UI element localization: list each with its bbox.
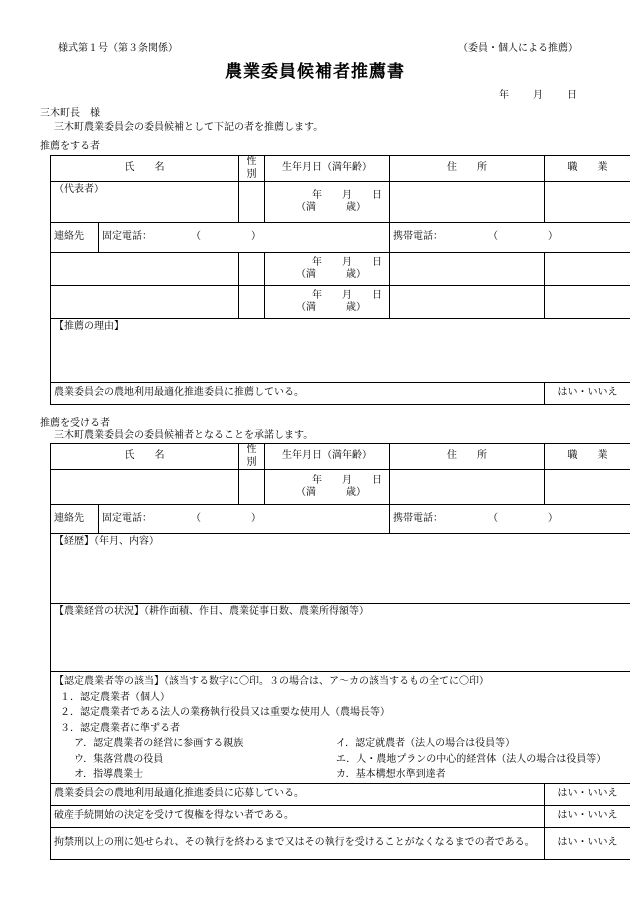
page-title: 農業委員候補者推薦書: [225, 62, 405, 82]
reason-field[interactable]: [51, 319, 630, 383]
sub-option-a[interactable]: ア．認定農業者の経営に参画する親族: [74, 738, 244, 749]
sub-option-i[interactable]: イ．認定就農者（法人の場合は役員等）: [336, 738, 516, 749]
gender-field[interactable]: [239, 286, 265, 319]
certified-option-1[interactable]: １．認定農業者（個人）: [60, 691, 170, 703]
recommendee-table: [50, 443, 630, 860]
landline-field[interactable]: 固定電話： （ ）: [99, 505, 390, 534]
col-gender: 性別: [239, 156, 265, 182]
career-label: 【経歴】: [54, 536, 94, 547]
landline-field[interactable]: 固定電話： （ ）: [99, 223, 390, 253]
occupation-field[interactable]: [545, 286, 630, 319]
recommender-section-title: 推薦をする者: [40, 141, 100, 152]
col-address: 住 所: [390, 156, 545, 182]
contact-label: 連絡先: [51, 505, 99, 534]
promotion-committee-question: 農業委員会の農地利用最適化推進委員に応募している。: [51, 784, 545, 806]
promotion-committee-question: 農業委員会の農地利用最適化推進委員に推薦している。: [51, 383, 545, 405]
candidate-name-field[interactable]: [51, 470, 239, 505]
sub-option-u[interactable]: ウ．集落営農の役員: [74, 753, 164, 765]
representative-name-field[interactable]: [51, 182, 239, 223]
yes-no-choice[interactable]: はい・いいえ: [545, 383, 630, 405]
date-day: 日: [567, 90, 577, 101]
certified-label: 【認定農業者等の該当】: [54, 676, 164, 687]
bankruptcy-question: 破産手続開始の決定を受けて復権を得ない者である。: [51, 806, 545, 828]
col-occupation: 職 業: [545, 444, 630, 470]
date-year: 年: [499, 90, 509, 101]
certified-farmer-field[interactable]: [51, 672, 630, 784]
address-field[interactable]: [390, 253, 545, 286]
gender-field[interactable]: [239, 253, 265, 286]
sub-option-ka[interactable]: カ．基本構想水準到達者: [336, 769, 446, 780]
form-type: （委員・個人による推薦）: [458, 43, 578, 54]
occupation-field[interactable]: [545, 470, 630, 505]
criminal-record-question: 拘禁刑以上の刑に処せられ、その執行を終わるまで又はその執行を受けることがなくなるまでの者である。: [51, 828, 545, 860]
address-field[interactable]: [390, 470, 545, 505]
form-number: 様式第１号（第３条関係）: [58, 43, 178, 54]
sub-option-o[interactable]: オ．指導農業士: [74, 769, 144, 780]
member-name-field[interactable]: [51, 286, 239, 319]
col-name: 氏 名: [51, 444, 239, 470]
gender-field[interactable]: [239, 470, 265, 505]
birthdate-field[interactable]: 年 月 日 （満 歳）: [265, 253, 390, 286]
address-field[interactable]: [390, 182, 545, 223]
mobile-field[interactable]: 携帯電話： （ ）: [390, 505, 630, 534]
certified-hint: （該当する数字に〇印。３の場合は、ア～カの該当するもの全てに〇印）: [164, 676, 489, 687]
col-gender: 性別: [239, 444, 265, 470]
farm-management-field[interactable]: [51, 604, 630, 672]
birthdate-field[interactable]: 年 月 日 （満 歳）: [265, 286, 390, 319]
col-occupation: 職 業: [545, 156, 630, 182]
col-address: 住 所: [390, 444, 545, 470]
gender-field[interactable]: [239, 182, 265, 223]
recommendee-section-title: 推薦を受ける者: [40, 418, 110, 429]
occupation-field[interactable]: [545, 253, 630, 286]
recommender-table: [50, 155, 630, 405]
yes-no-choice[interactable]: はい・いいえ: [545, 784, 630, 806]
representative-label: （代表者）: [54, 184, 104, 195]
career-hint: （年月、内容）: [94, 536, 159, 547]
submission-date: [499, 91, 577, 101]
occupation-field[interactable]: [545, 182, 630, 223]
yes-no-choice[interactable]: はい・いいえ: [545, 828, 630, 860]
reason-label: 【推薦の理由】: [54, 321, 124, 332]
mobile-field[interactable]: 携帯電話： （ ）: [390, 223, 630, 253]
member-name-field[interactable]: [51, 253, 239, 286]
address-field[interactable]: [390, 286, 545, 319]
certified-option-3[interactable]: ３．認定農業者に準ずる者: [60, 722, 180, 734]
col-birthdate: 生年月日（満年齢）: [265, 444, 390, 470]
birthdate-field[interactable]: 年 月 日 （満 歳）: [265, 182, 390, 223]
management-hint: （耕作面積、作目、農業従事日数、農業所得額等）: [144, 606, 369, 617]
addressee: 三木町長 様: [40, 108, 100, 119]
date-month: 月: [533, 90, 543, 101]
birthdate-field[interactable]: 年 月 日 （満 歳）: [265, 470, 390, 505]
management-label: 【農業経営の状況】: [54, 606, 144, 617]
yes-no-choice[interactable]: はい・いいえ: [545, 806, 630, 828]
contact-label: 連絡先: [51, 223, 99, 253]
certified-option-2[interactable]: ２．認定農業者である法人の業務執行役員又は重要な使用人（農場長等）: [60, 707, 390, 718]
recommendee-consent: 三木町農業委員会の委員候補者となることを承諾します。: [54, 430, 314, 441]
sub-option-e[interactable]: エ．人・農地プランの中心的経営体（法人の場合は役員等）: [336, 753, 607, 765]
career-field[interactable]: [51, 534, 630, 604]
col-birthdate: 生年月日（満年齢）: [265, 156, 390, 182]
col-name: 氏 名: [51, 156, 239, 182]
addressee-statement: 三木町農業委員会の委員候補として下記の者を推薦します。: [54, 122, 324, 133]
